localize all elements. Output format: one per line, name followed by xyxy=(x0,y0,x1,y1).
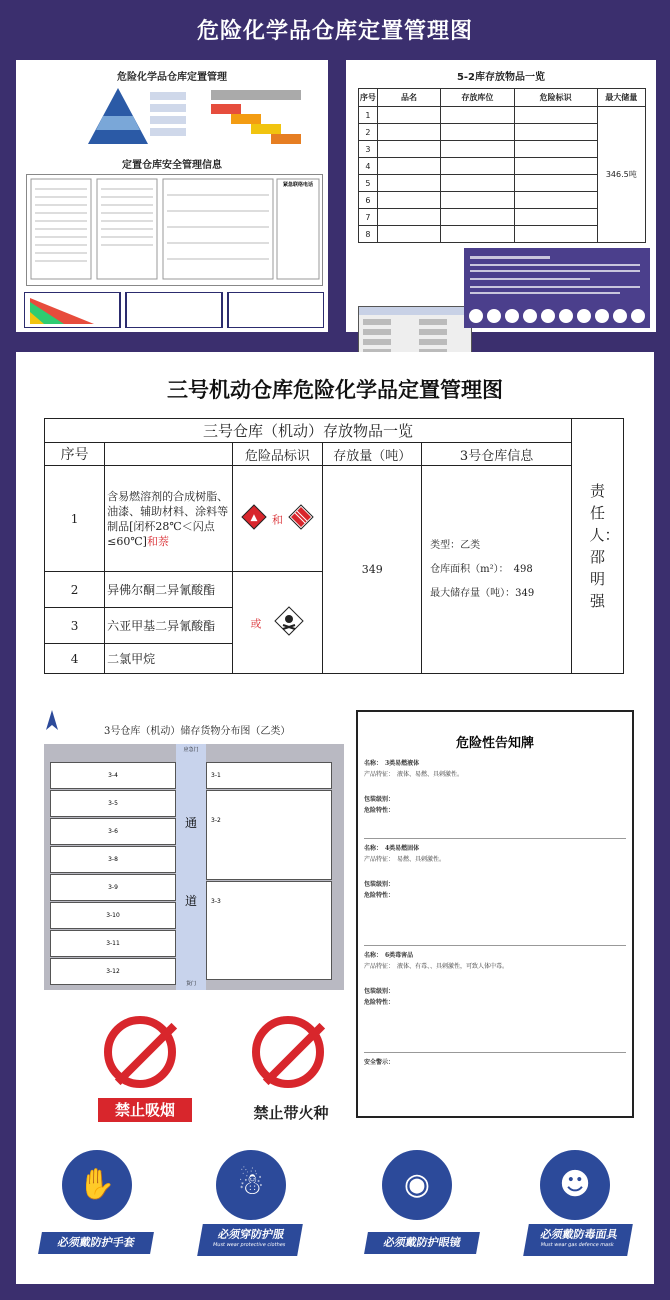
flammable-solid-diamond-icon xyxy=(288,504,314,534)
inventory-table xyxy=(44,418,624,674)
col-header-info: 3号仓库信息 xyxy=(422,443,572,466)
management-overview-panel xyxy=(16,60,328,332)
item-name: 二氯甲烷 xyxy=(105,644,232,674)
emergency-door-label: 应急门 xyxy=(183,747,199,753)
and-text: 和 xyxy=(271,513,283,526)
aisle-char: 通 xyxy=(184,816,197,830)
section-feature: 产品特征： 易燃、具刺激性。 xyxy=(364,856,446,863)
section-name: 名称： 3类易燃液体 xyxy=(364,760,420,767)
hazard-notice-title: 危险性告知牌 xyxy=(455,736,534,751)
col-name: 品名 xyxy=(377,89,441,107)
pyramid-diagram xyxy=(78,86,188,146)
storage-slot: 3-12 xyxy=(50,958,176,985)
page-title: 危险化学品仓库定置管理图 xyxy=(196,19,473,44)
storage-slot: 3-6 xyxy=(50,818,176,845)
goggles-label: 必须戴防护眼镜 xyxy=(364,1232,480,1254)
clothes-label xyxy=(197,1224,303,1256)
col-location: 存放库位 xyxy=(441,89,514,107)
gas-mask-icon: ☻ xyxy=(540,1150,610,1220)
compass-icon xyxy=(44,710,60,732)
item-name: 异佛尔酮二异氰酸酯 xyxy=(105,572,232,608)
panel2-title: 5-2库存放物品一览 xyxy=(456,72,546,83)
storage-slot: 3-2 xyxy=(206,790,332,880)
row-no: 2 xyxy=(359,124,378,141)
storage-slot: 3-5 xyxy=(50,790,176,817)
item-no: 2 xyxy=(45,572,105,608)
pack-label: 包装级别： xyxy=(364,881,395,888)
item-name-tail: 和萘 xyxy=(146,534,169,548)
col-header-no: 序号 xyxy=(45,443,105,466)
map-title: 3号仓库（机动）储存货物分布图（乙类） xyxy=(104,726,291,737)
mini-hazard-notice xyxy=(464,248,650,328)
max-storage: 346.5吨 xyxy=(605,170,637,179)
or-text: 或 xyxy=(250,617,262,630)
warehouse-max: 最大储存量（吨）：349 xyxy=(430,587,535,599)
no-fire-sign xyxy=(252,1016,324,1088)
pack-label: 包装级别： xyxy=(364,796,395,803)
clothes-label-en: Must wear protective clothes xyxy=(212,1242,286,1248)
mask-label-en: Must wear gas defence mask xyxy=(540,1242,615,1248)
steps-diagram xyxy=(206,86,306,146)
info-block xyxy=(26,174,323,286)
item-no: 4 xyxy=(45,644,105,674)
panel1-title: 危险化学品仓库定置管理 xyxy=(117,72,227,83)
storage-slot: 3-4 xyxy=(50,762,176,789)
col-no: 序号 xyxy=(359,89,378,107)
row-no: 1 xyxy=(359,107,378,124)
warehouse-type: 类型：乙类 xyxy=(430,539,481,551)
mask-label xyxy=(523,1224,633,1256)
panel1-subtitle: 定置仓库安全管理信息 xyxy=(122,160,222,171)
warehouse-area: 仓库面积（m²）： 498 xyxy=(430,563,533,575)
section-name: 名称： 4类易燃固体 xyxy=(364,845,420,852)
item-no: 3 xyxy=(45,608,105,644)
storage-slot: 3-1 xyxy=(206,762,332,789)
aisle xyxy=(176,744,206,990)
item-no: 1 xyxy=(45,466,105,572)
row-no: 7 xyxy=(359,209,378,226)
no-smoking-label: 禁止吸烟 xyxy=(98,1098,192,1122)
section-feature: 产品特征： 液体、易燃、具刺激性。 xyxy=(364,771,464,778)
hazard-notice-board xyxy=(356,710,634,1118)
storage-slot: 3-11 xyxy=(50,930,176,957)
safety-label: 安全警示： xyxy=(364,1059,395,1066)
toxic-diamond-icon xyxy=(274,606,304,640)
hazard-notice-body xyxy=(364,758,626,1068)
no-smoking-sign xyxy=(104,1016,176,1088)
item-name: 六亚甲基二异氰酸酯 xyxy=(105,608,232,644)
no-fire-label: 禁止带火种 xyxy=(253,1104,329,1122)
storage-slot: 3-10 xyxy=(50,902,176,929)
storage-list-panel xyxy=(346,60,656,332)
inventory-title: 三号仓库（机动）存放物品一览 xyxy=(45,419,572,443)
aisle-char: 道 xyxy=(184,894,197,908)
section-name: 名称： 6类毒害品 xyxy=(364,952,414,959)
amount-value: 349 xyxy=(323,466,422,674)
right-slot-column xyxy=(206,762,332,978)
svg-text:▲: ▲ xyxy=(250,512,258,523)
col-max: 最大储量 xyxy=(597,89,645,107)
col-header-hazard: 危险品标识 xyxy=(232,443,323,466)
row-no: 5 xyxy=(359,175,378,192)
bottom-thumbnails xyxy=(24,292,324,328)
gloves-icon: ✋ xyxy=(62,1150,132,1220)
contact-title: 紧急联络电话 xyxy=(282,182,313,188)
danger-label: 危险特性： xyxy=(364,892,395,899)
pack-label: 包装级别： xyxy=(364,988,395,995)
gloves-label: 必须戴防护手套 xyxy=(38,1232,154,1254)
main-title: 三号机动仓库危险化学品定置管理图 xyxy=(167,378,503,402)
danger-label: 危险特性： xyxy=(364,999,395,1006)
mask-label-text: 必须戴防毒面具 xyxy=(539,1228,619,1241)
storage-slot: 3-8 xyxy=(50,846,176,873)
goggles-icon: ◉ xyxy=(382,1150,452,1220)
danger-label: 危险特性： xyxy=(364,807,395,814)
item-name: 含易燃溶剂的合成树脂、油漆、辅助材料、涂料等制品[闭杯28℃＜闪点≤60℃] xyxy=(107,489,229,548)
section-feature: 产品特征： 液体、有毒、、具刺激性，可致人体中毒。 xyxy=(364,963,509,970)
protective-clothes-icon: ☃ xyxy=(216,1150,286,1220)
row-no: 6 xyxy=(359,192,378,209)
row-no: 8 xyxy=(359,226,378,243)
storage-list-table xyxy=(358,88,646,243)
main-responsible: 责任人：邵明强 xyxy=(589,482,620,610)
left-slot-column xyxy=(50,762,176,978)
row-no: 4 xyxy=(359,158,378,175)
clothes-label-text: 必须穿防护服 xyxy=(216,1228,286,1241)
flammable-diamond-icon xyxy=(241,504,267,534)
storage-slot: 3-9 xyxy=(50,874,176,901)
col-header-amount: 存放量（吨） xyxy=(323,443,422,466)
storage-slot: 3-3 xyxy=(206,881,332,980)
col-hazard: 危险标识 xyxy=(514,89,597,107)
main-panel xyxy=(16,352,654,1284)
cargo-door-label: 货门 xyxy=(185,981,196,987)
row-no: 3 xyxy=(359,141,378,158)
warehouse-map xyxy=(44,744,344,990)
no-smoking-icon xyxy=(104,1016,176,1088)
no-fire-icon xyxy=(252,1016,324,1088)
